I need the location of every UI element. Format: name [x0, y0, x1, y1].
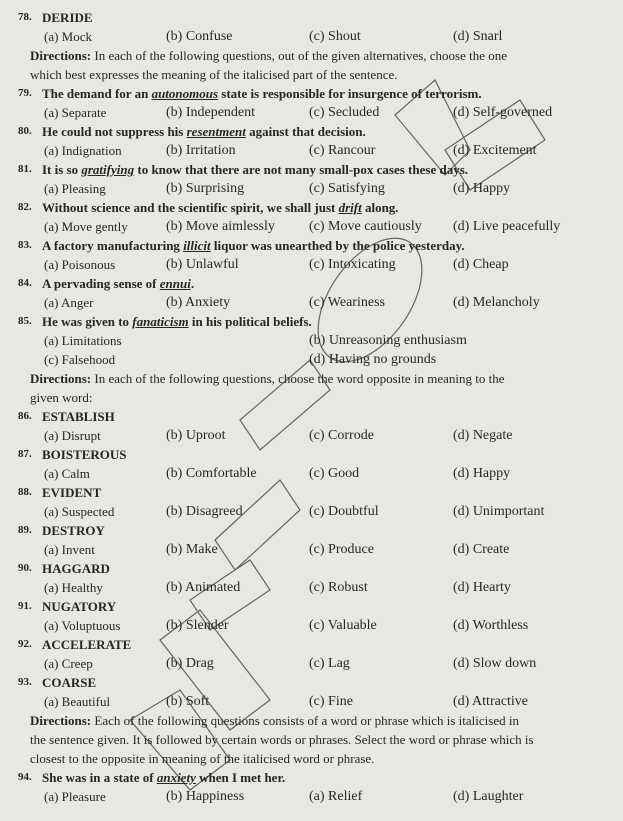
question-word: BOISTEROUS: [42, 447, 127, 462]
option-b: (b) Move aimlessly: [166, 219, 275, 234]
question-word: HAGGARD: [42, 561, 110, 576]
option-b: (b) Confuse: [166, 29, 233, 44]
option-a: (a) Separate: [44, 105, 107, 120]
option-a: (a) Poisonous: [44, 257, 116, 272]
option-c: (c) Produce: [309, 542, 374, 557]
question-number: 90.: [18, 562, 32, 574]
stem-text: A factory manufacturing: [42, 238, 184, 253]
directions-text: In each of the following questions, choose the word opposite in meaning to the: [91, 371, 505, 386]
option-a: (a) Mock: [44, 29, 93, 44]
option-b: (b) Surprising: [166, 181, 245, 196]
stem-text: She was in a state of: [42, 770, 157, 785]
question-number: 93.: [18, 676, 32, 688]
option-c: (c) Satisfying: [309, 181, 385, 196]
question-word: DERIDE: [42, 10, 93, 25]
option-c: (c) Move cautiously: [309, 219, 422, 234]
option-d: (d) Hearty: [453, 580, 511, 595]
question-word: ACCELERATE: [42, 637, 132, 652]
question-78: [0, 8, 623, 46]
stem-text: He was given to: [42, 314, 133, 329]
question-number: 78.: [18, 11, 32, 23]
directions-1-line2: which best expresses the meaning of the italicised part of the sentence.: [30, 67, 398, 82]
option-b: (b) Animated: [166, 580, 241, 595]
option-d: (d) Having no grounds: [309, 352, 437, 367]
italicised-word: autonomous: [151, 86, 219, 101]
option-d: (d) Excitement: [453, 143, 537, 158]
directions-3-line3: closest to the opposite in meaning of the italicised word or phrase.: [30, 751, 375, 766]
question-number: 85.: [18, 315, 32, 327]
question-word: EVIDENT: [42, 485, 102, 500]
option-a: (a) Suspected: [44, 504, 115, 519]
italicised-word: fanaticism: [132, 314, 189, 329]
option-d: (d) Snarl: [453, 29, 503, 44]
option-a: (a) Calm: [44, 466, 90, 481]
option-d: (d) Cheap: [453, 257, 509, 272]
stem-text: liquor was unearthed by the police yesterday.: [210, 238, 465, 253]
option-c: (c) Corrode: [309, 428, 374, 443]
italicised-word: anxiety: [156, 770, 196, 785]
question-89: [0, 521, 623, 559]
question-page: [0, 8, 623, 806]
directions-2-line2: given word:: [30, 390, 93, 405]
option-d: (d) Negate: [453, 428, 513, 443]
option-c: (c) Doubtful: [309, 504, 379, 519]
question-word: DESTROY: [42, 523, 105, 538]
option-a: (a) Creep: [44, 656, 93, 671]
question-80: [0, 122, 623, 160]
stem-text: when I met her.: [195, 770, 286, 785]
question-number: 83.: [18, 239, 32, 251]
option-c: (c) Fine: [309, 694, 353, 709]
option-d: (d) Happy: [453, 466, 511, 481]
question-83: [0, 236, 623, 274]
question-90: [0, 559, 623, 597]
italicised-word: illicit: [183, 238, 211, 253]
option-b: (b) Slender: [166, 618, 229, 633]
antonym-list: [0, 407, 623, 711]
question-number: 82.: [18, 201, 32, 213]
stem-text: against that decision.: [245, 124, 366, 139]
question-word: NUGATORY: [42, 599, 117, 614]
question-number: 88.: [18, 486, 32, 498]
option-d: (d) Unimportant: [453, 504, 545, 519]
option-b: (b) Independent: [166, 105, 256, 120]
question-number: 81.: [18, 163, 32, 175]
option-a: (a) Healthy: [44, 580, 103, 595]
option-b: (b) Uproot: [166, 428, 226, 443]
stem-text: A pervading sense of: [42, 276, 160, 291]
directions-label: Directions:: [30, 48, 92, 63]
option-a: (a) Limitations: [44, 333, 122, 348]
option-d: (d) Happy: [453, 181, 511, 196]
directions-2: [30, 370, 505, 387]
question-stem: [42, 161, 468, 178]
option-c: (a) Relief: [309, 789, 363, 804]
stem-text: It is so: [42, 162, 82, 177]
question-81: [0, 160, 623, 198]
option-a: (a) Indignation: [44, 143, 122, 158]
option-c: (c) Rancour: [309, 143, 376, 158]
option-d: (d) Live peacefully: [453, 219, 561, 234]
option-c: (c) Weariness: [309, 295, 385, 310]
question-stem: [42, 85, 482, 102]
directions-1: [30, 47, 507, 64]
option-d: (d) Laughter: [453, 789, 524, 804]
option-c: (c) Lag: [309, 656, 350, 671]
directions-label: Directions:: [30, 371, 92, 386]
italicised-word: drift: [338, 200, 362, 215]
question-91: [0, 597, 623, 635]
option-d: (d) Slow down: [453, 656, 537, 671]
stem-text: .: [190, 276, 195, 291]
italicised-word: gratifying: [81, 162, 135, 177]
option-b: (b) Anxiety: [166, 295, 231, 310]
question-88: [0, 483, 623, 521]
stem-text: in his political beliefs.: [188, 314, 312, 329]
question-87: [0, 445, 623, 483]
option-c: (c) Secluded: [309, 105, 380, 120]
question-94: [0, 768, 623, 806]
option-b: (b) Disagreed: [166, 504, 243, 519]
option-a: (a) Beautiful: [44, 694, 111, 709]
option-a: (a) Pleasure: [44, 789, 106, 804]
stem-text: He could not suppress his: [42, 124, 187, 139]
question-stem: [42, 199, 399, 216]
question-92: [0, 635, 623, 673]
stem-text: along.: [361, 200, 399, 215]
option-a: (a) Disrupt: [44, 428, 101, 443]
question-number: 92.: [18, 638, 32, 650]
option-b: (b) Unreasoning enthusiasm: [309, 333, 467, 348]
question-number: 87.: [18, 448, 32, 460]
directions-label: Directions:: [30, 713, 92, 728]
italicised-word: ennui: [159, 276, 191, 291]
question-word: COARSE: [42, 675, 97, 690]
option-b: (b) Irritation: [166, 143, 236, 158]
option-b: (b) Soft: [166, 694, 210, 709]
option-c: (c) Good: [309, 466, 360, 481]
question-number: 80.: [18, 125, 32, 137]
directions-text: In each of the following questions, out of the given alternatives, choose the one: [91, 48, 508, 63]
option-b: (b) Comfortable: [166, 466, 257, 481]
question-number: 86.: [18, 410, 32, 422]
question-85: [0, 312, 623, 369]
option-c: (c) Falsehood: [44, 352, 116, 367]
italicised-word: resentment: [186, 124, 246, 139]
question-number: 84.: [18, 277, 32, 289]
option-c: (c) Shout: [309, 29, 361, 44]
stem-text: Without science and the scientific spirit, we shall just: [42, 200, 339, 215]
option-d: (d) Self-governed: [453, 105, 553, 120]
option-a: (a) Voluptuous: [44, 618, 121, 633]
question-93: [0, 673, 623, 711]
stem-text: state is responsible for insurgence of terrorism.: [218, 86, 482, 101]
question-word: ESTABLISH: [42, 409, 115, 424]
question-number: 79.: [18, 87, 32, 99]
option-d: (d) Attractive: [453, 694, 529, 709]
question-number: 91.: [18, 600, 32, 612]
option-d: (d) Melancholy: [453, 295, 540, 310]
option-b: (b) Unlawful: [166, 257, 239, 272]
option-a: (a) Move gently: [44, 219, 128, 234]
option-d: (d) Create: [453, 542, 510, 557]
directions-3-line2: the sentence given. It is followed by certain words or phrases. Select the word or phrase which is: [30, 732, 534, 747]
directions-3: [30, 712, 519, 729]
option-c: (c) Valuable: [309, 618, 377, 633]
option-a: (a) Pleasing: [44, 181, 106, 196]
option-d: (d) Worthless: [453, 618, 529, 633]
stem-text: to know that there are not many small-pox cases these days.: [134, 162, 469, 177]
option-c: (c) Intoxicating: [309, 257, 396, 272]
option-b: (b) Drag: [166, 656, 214, 671]
question-stem: [42, 769, 285, 786]
question-84: [0, 274, 623, 312]
option-a: (a) Invent: [44, 542, 95, 557]
option-a: (a) Anger: [44, 295, 94, 310]
question-stem: [42, 313, 312, 330]
question-number: 89.: [18, 524, 32, 536]
option-c: (c) Robust: [309, 580, 368, 595]
question-stem: [42, 275, 194, 292]
question-82: [0, 198, 623, 236]
question-86: [0, 407, 623, 445]
question-stem: [42, 123, 366, 140]
stem-text: The demand for an: [42, 86, 152, 101]
directions-text: Each of the following questions consists of a word or phrase which is italicised in: [91, 713, 519, 728]
option-b: (b) Happiness: [166, 789, 245, 804]
option-b: (b) Make: [166, 542, 218, 557]
question-stem: [42, 237, 465, 254]
question-number: 94.: [18, 771, 32, 783]
question-79: [0, 84, 623, 122]
